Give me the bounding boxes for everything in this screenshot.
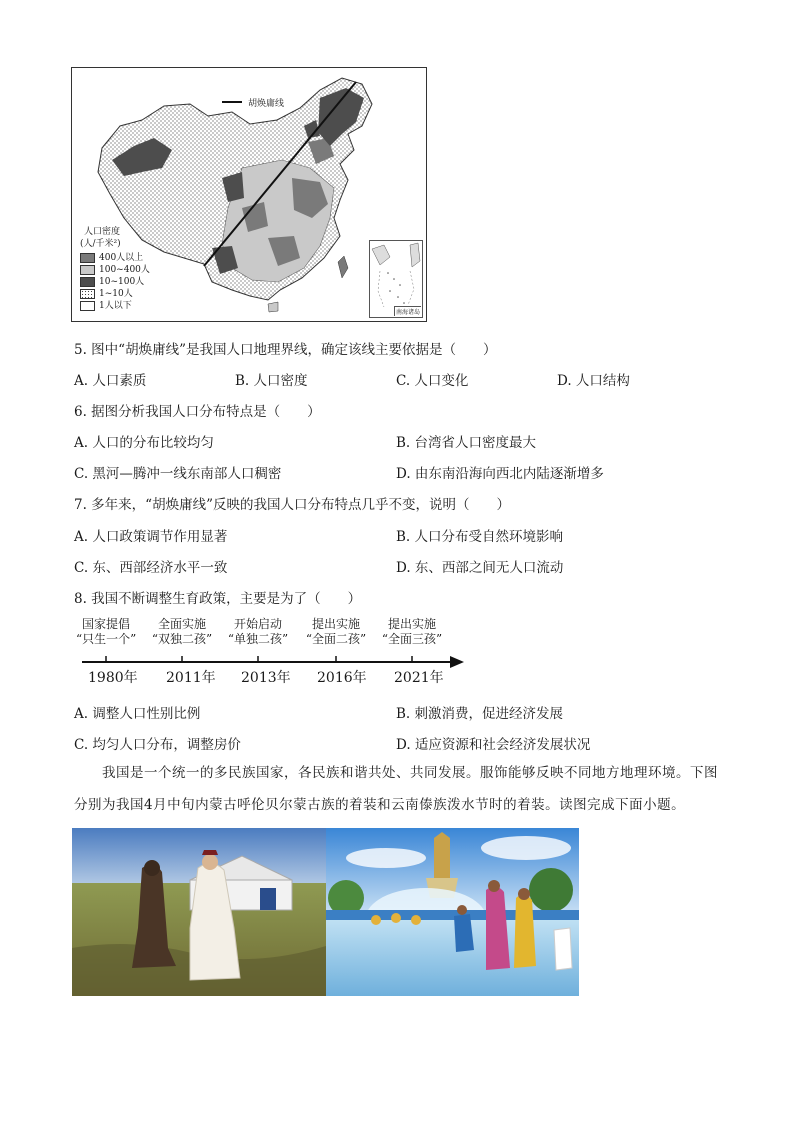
- legend-swatch: [80, 277, 95, 287]
- timeline-event-line1: 国家提倡: [81, 617, 130, 631]
- legend-swatch: [80, 289, 95, 299]
- timeline-event-line2: “只生一个”: [76, 632, 137, 646]
- timeline-event-line2: “单独二孩”: [227, 632, 289, 646]
- dai-photo-figure: [326, 828, 579, 996]
- legend-swatch: [80, 301, 95, 311]
- legend-label: 1人以下: [99, 301, 132, 311]
- timeline-event: [146, 617, 218, 647]
- legend-item: [80, 252, 150, 264]
- q7-option-d[interactable]: D. 东、西部之间无人口流动: [396, 560, 564, 576]
- hu-line-legend-label: 胡焕庸线: [248, 99, 285, 109]
- hainan: [268, 302, 278, 312]
- timeline-year: 2011年: [166, 670, 216, 686]
- legend-item: [80, 276, 150, 288]
- timeline-event-line1: 提出实施: [311, 617, 360, 631]
- timeline-event: [300, 617, 372, 647]
- legend-item: [80, 300, 150, 312]
- q8-option-d[interactable]: D. 适应资源和社会经济发展状况: [396, 737, 591, 753]
- legend-item: [80, 288, 150, 300]
- q5-option-d[interactable]: D. 人口结构: [557, 373, 630, 389]
- timeline-arrow-icon: [450, 656, 464, 668]
- taiwan: [338, 256, 348, 278]
- legend-swatch: [80, 253, 95, 263]
- timeline-event-line1: 提出实施: [387, 617, 436, 631]
- question-6-stem: 6. 据图分析我国人口分布特点是（ ）: [74, 404, 321, 420]
- legend-item: [80, 264, 150, 276]
- pagoda: [434, 832, 450, 878]
- timeline-event: [222, 617, 294, 647]
- timeline-event-line2: “双独二孩”: [151, 632, 213, 646]
- timeline-event: [76, 617, 136, 647]
- timeline-event-line2: “全面三孩”: [381, 632, 443, 646]
- q7-option-a[interactable]: A. 人口政策调节作用显著: [74, 529, 228, 545]
- legend-unit: (人/千米²): [80, 239, 121, 249]
- timeline-year: 2013年: [241, 670, 291, 686]
- legend-title: 人口密度: [84, 227, 121, 237]
- q6-option-d[interactable]: D. 由东南沿海向西北内陆逐渐增多: [396, 466, 604, 482]
- question-5-stem: 5. 图中“胡焕庸线”是我国人口地理界线，确定该线主要依据是（ ）: [74, 342, 497, 358]
- passage-line-1: 我国是一个统一的多民族国家，各民族和谐共处、共同发展。服饰能够反映不同地方地理环境。下图: [102, 765, 718, 781]
- passage-line-2: 分别为我国4月中旬内蒙古呼伦贝尔蒙古族的着装和云南傣族泼水节时的着装。读图完成下面小题。: [74, 797, 686, 813]
- timeline-year: 2021年: [394, 670, 444, 686]
- q6-option-c[interactable]: C. 黑河—腾冲一线东南部人口稠密: [74, 466, 282, 482]
- dai-water-festival-photo: [326, 828, 579, 996]
- legend-swatch: [80, 265, 95, 275]
- q5-option-a[interactable]: A. 人口素质: [74, 373, 147, 389]
- south-china-sea-inset: [369, 240, 423, 318]
- q7-option-c[interactable]: C. 东、西部经济水平一致: [74, 560, 228, 576]
- timeline-event: [376, 617, 448, 647]
- q8-option-c[interactable]: C. 均匀人口分布，调整房价: [74, 737, 241, 753]
- q5-option-b[interactable]: B. 人口密度: [235, 373, 308, 389]
- q5-option-c[interactable]: C. 人口变化: [396, 373, 469, 389]
- legend-label: 100~400人: [99, 265, 150, 275]
- q6-option-b[interactable]: B. 台湾省人口密度最大: [396, 435, 537, 451]
- timeline-event-line1: 全面实施: [157, 617, 206, 631]
- q8-option-b[interactable]: B. 刺激消费，促进经济发展: [396, 706, 564, 722]
- legend-label: 10~100人: [99, 277, 145, 287]
- inset-label: 南海诸岛: [394, 306, 421, 316]
- q6-option-a[interactable]: A. 人口的分布比较均匀: [74, 435, 214, 451]
- q7-option-b[interactable]: B. 人口分布受自然环境影响: [396, 529, 564, 545]
- question-7-stem: 7. 多年来，“胡焕庸线”反映的我国人口分布特点几乎不变，说明（ ）: [74, 497, 510, 513]
- timeline-year: 1980年: [88, 670, 138, 686]
- china-population-density-map: [71, 67, 427, 322]
- timeline-event-line1: 开始启动: [233, 617, 282, 631]
- q8-option-a[interactable]: A. 调整人口性别比例: [74, 706, 201, 722]
- mongolian-attire-photo: [72, 828, 326, 996]
- timeline-event-line2: “全面二孩”: [305, 632, 367, 646]
- mongolian-photo-figure: [72, 828, 326, 996]
- legend-label: 400人以上: [99, 253, 144, 263]
- legend-label: 1~10人: [99, 289, 133, 299]
- question-8-stem: 8. 我国不断调整生育政策，主要是为了（ ）: [74, 591, 362, 607]
- map-legend: [80, 226, 150, 312]
- timeline-year: 2016年: [317, 670, 367, 686]
